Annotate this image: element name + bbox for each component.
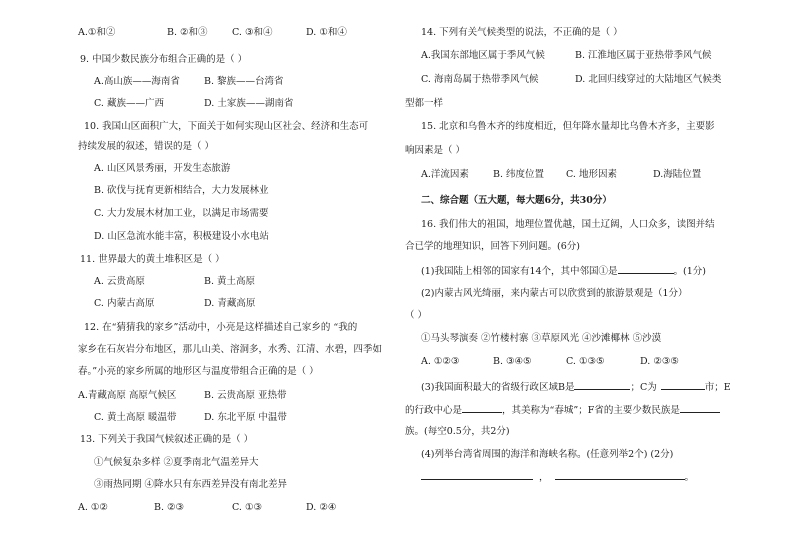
q16-part2-paren: （ ） (405, 310, 428, 321)
q13-option-a: A. ①② (78, 502, 108, 513)
q14-option-b: B. 江淮地区属于亚热带季风气候 (575, 50, 712, 61)
q9-option-a: A.高山族——海南省 (94, 76, 180, 87)
q15-option-d: D.海陆位置 (653, 169, 702, 180)
q12-stem-line2: 家乡在石灰岩分布地区，那儿山美、溶洞多，水秀、江清、水碧，四季如 (78, 344, 383, 355)
q16-part2-option-b: B. ③④⑤ (493, 356, 532, 367)
q16-part3-blank-c[interactable] (661, 380, 705, 390)
q16-part1-text: (1)我国陆上相邻的国家有14个，其中邻国①是 (421, 266, 618, 277)
q8-option-b: B. ②和③ (167, 27, 208, 38)
q12-option-c: C. 黄土高原 暖温带 (94, 412, 177, 423)
q12-stem-line3: 春。”小亮的家乡所属的地形区与温度带组合正确的是（ ） (78, 366, 319, 377)
q8-option-a: A.①和② (78, 27, 116, 38)
q16-part3-line1 (421, 380, 731, 394)
q10-option-b: B. 砍伐与抚育更新相结合，大力发展林业 (94, 185, 269, 196)
q16-part4-blank-2[interactable] (555, 470, 685, 480)
q9-option-d: D. 土家族——湖南省 (204, 98, 294, 109)
q11-option-d: D. 青藏高原 (204, 298, 256, 309)
q16-part4-blank-1[interactable] (421, 470, 533, 480)
q16-part3-text-c: 市；E (704, 382, 731, 393)
q10-stem-line1: 10. 我国山区面积广大，下面关于如何实现山区社会、经济和生态可 (84, 121, 369, 132)
q16-part4-end: 。 (684, 472, 695, 483)
q13-option-d: D. ②④ (306, 502, 337, 513)
q11-option-c: C. 内蒙古高原 (94, 298, 155, 309)
q16-part1 (421, 264, 706, 278)
q9-option-b: B. 黎族——台湾省 (204, 76, 284, 87)
q15-option-c: C. 地形因素 (566, 169, 617, 180)
q13-items-line1: ①气候复杂多样 ②夏季南北气温差异大 (94, 457, 259, 468)
q16-stem-line1: 16. 我们伟大的祖国，地理位置优越，国土辽阔，人口众多，读图并结 (421, 219, 715, 230)
q12-stem-line1: 12. 在“猜猜我的家乡”活动中，小亮是这样描述自己家乡的 “我的 (84, 322, 358, 333)
q12-option-a: A.青藏高原 高原气候区 (78, 390, 177, 401)
q14-stem: 14. 下列有关气候类型的说法，不正确的是（ ） (421, 27, 623, 38)
q8-option-d: D. ①和④ (306, 27, 347, 38)
q16-part3-text-d: 的行政中心是 (405, 405, 463, 416)
q15-option-b: B. 纬度位置 (493, 169, 545, 180)
q9-option-c: C. 藏族——广西 (94, 98, 164, 109)
q10-option-d: D. 山区急流水能丰富，积极建设小水电站 (94, 231, 269, 242)
q16-part3-text-a: (3)我国面积最大的省级行政区域B是 (421, 382, 575, 393)
q14-option-d-line2: 型都一样 (405, 98, 444, 109)
q16-part4-separator: ， (539, 472, 549, 483)
q16-part4-stem: (4)列举台湾省周围的海洋和海峡名称。(任意列举2个) (2分) (421, 449, 674, 460)
q11-stem: 11. 世界最大的黄土堆积区是（ ） (80, 254, 225, 265)
q16-part2-option-d: D. ②③⑤ (640, 356, 679, 367)
q9-stem: 9. 中国少数民族分布组合正确的是（ ） (80, 54, 248, 65)
q15-stem-line2: 响因素是（ ） (405, 145, 466, 156)
q16-part2-items: ①马头琴演奏 ②竹楼村寨 ③草原风光 ④沙滩椰林 ⑤沙漠 (421, 333, 662, 344)
q16-part3-line3: 族。(每空0.5分，共2分) (405, 426, 510, 437)
q13-option-c: C. ①③ (232, 502, 263, 513)
q16-stem-line2: 合已学的地理知识，回答下列问题。(6分) (405, 241, 580, 252)
q14-option-d-line1: D. 北回归线穿过的大陆地区气候类 (575, 74, 722, 85)
q10-option-a: A. 山区风景秀丽，开发生态旅游 (94, 163, 231, 174)
q13-option-b: B. ②③ (154, 502, 185, 513)
q16-part2-option-c: C. ①③⑤ (566, 356, 605, 367)
q8-option-c: C. ③和④ (232, 27, 273, 38)
q16-part2-option-a: A. ①②③ (421, 356, 460, 367)
q16-part1-score: 。(1分) (673, 266, 707, 277)
q16-part3-blank-e[interactable] (462, 403, 502, 413)
q14-option-a: A.我国东部地区属于季风气候 (421, 50, 545, 61)
q10-option-c: C. 大力发展木材加工业，以满足市场需要 (94, 208, 269, 219)
q11-option-b: B. 黄土高原 (204, 276, 256, 287)
q15-stem-line1: 15. 北京和乌鲁木齐的纬度相近，但年降水量却比乌鲁木齐多，主要影 (421, 121, 715, 132)
q16-part3-blank-f[interactable] (680, 403, 720, 413)
q13-items-line2: ③雨热同期 ④降水只有东西差异没有南北差异 (94, 479, 288, 490)
q16-part3-text-b: ；C为 (630, 382, 657, 393)
q16-part4-answer (421, 470, 694, 484)
q16-part3-blank-b[interactable] (574, 380, 630, 390)
section-2-heading: 二、综合题（五大题，每大题6分，共30分） (421, 195, 612, 206)
q15-option-a: A.洋流因素 (421, 169, 469, 180)
q11-option-a: A. 云贵高原 (94, 276, 145, 287)
q16-part2-stem: (2)内蒙古风光绮丽，来内蒙古可以欣赏到的旅游景观是（1分） (421, 288, 688, 299)
q12-option-b: B. 云贵高原 亚热带 (204, 390, 287, 401)
q16-part3-text-e: ，其美称为“春城”；F省的主要少数民族是 (502, 405, 680, 416)
q13-stem: 13. 下列关于我国气候叙述正确的是（ ） (80, 434, 254, 445)
q12-option-d: D. 东北平原 中温带 (204, 412, 287, 423)
q16-part1-blank[interactable] (618, 264, 674, 274)
q10-stem-line2: 持续发展的叙述，错误的是（ ） (78, 141, 215, 152)
q16-part3-line2 (405, 403, 720, 417)
q14-option-c: C. 海南岛属于热带季风气候 (421, 74, 539, 85)
